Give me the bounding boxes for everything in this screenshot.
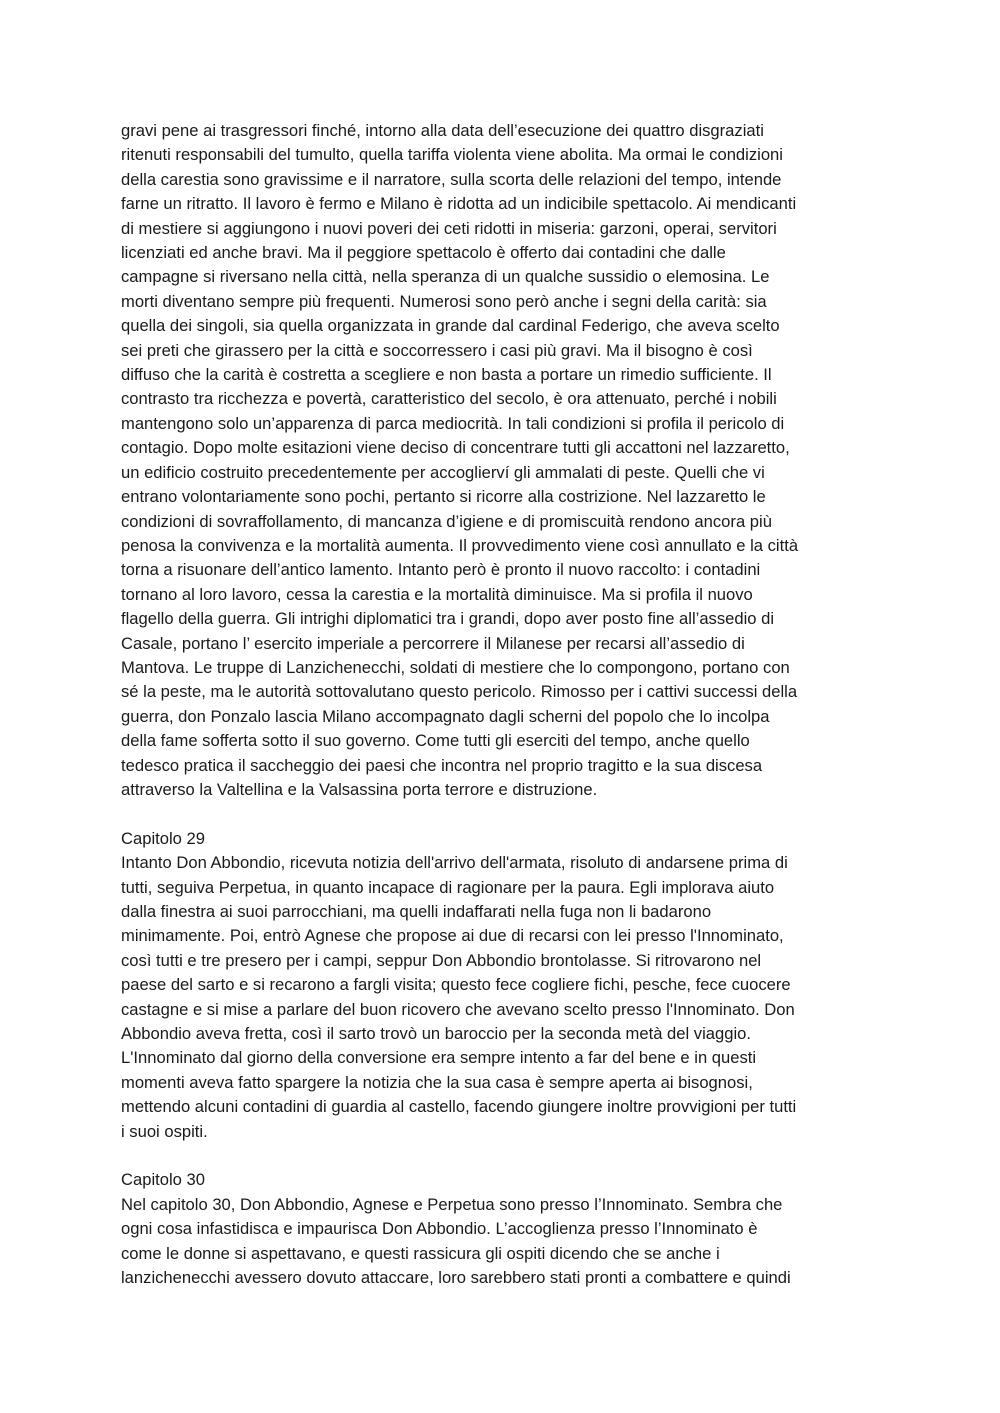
text-line: Abbondio aveva fretta, così il sarto trovò un baroccio per la seconda metà del viaggio.: [121, 1024, 752, 1044]
text-line: licenziati ed anche bravi. Ma il peggiore spettacolo è offerto dai contadini che dalle: [121, 243, 726, 263]
text-line: campagne si riversano nella città, nella speranza di un qualche sussidio o elemosina. Le: [121, 267, 770, 287]
text-line: Nel capitolo 30, Don Abbondio, Agnese e Perpetua sono presso l’Innominato. Sembra che: [121, 1194, 783, 1214]
text-line: contrasto tra ricchezza e povertà, caratteristico del secolo, è ora attenuato, perché i nobili: [121, 389, 777, 409]
text-line: dalla finestra ai suoi parrocchiani, ma quelli indaffarati nella fuga non li badarono: [121, 901, 712, 921]
text-line: tornano al loro lavoro, cessa la carestia e la mortalità diminuisce. Ma si profila il nuovo: [121, 584, 753, 604]
text-line: sei preti che girassero per la città e soccorressero i casi più gravi. Ma il bisogno è così: [121, 340, 753, 360]
blank-line: [121, 1144, 881, 1168]
text-line: contagio. Dopo molte esitazioni viene deciso di concentrare tutti gli accattoni nel lazzaretto,: [121, 438, 790, 458]
text-line: flagello della guerra. Gli intrighi diplomatici tra i grandi, dopo aver posto fine all’assedio di: [121, 609, 775, 629]
text-line: gravi pene ai trasgressori finché, intorno alla data dell’esecuzione dei quattro disgraziati: [121, 121, 764, 140]
text-line: castagne e si mise a parlare del buon ricovero che avevano scelto presso l'Innominato. Don: [121, 999, 795, 1019]
document-page: [121, 119, 881, 1290]
text-line: minimamente. Poi, entrò Agnese che propose ai due di recarsi con lei presso l'Innominato,: [121, 926, 784, 946]
text-line: quella dei singoli, sia quella organizzata in grande dal cardinal Federigo, che aveva scelto: [121, 316, 780, 336]
text-line: Mantova. Le truppe di Lanzichenecchi, soldati di mestiere che lo compongono, portano con: [121, 657, 790, 677]
blank-line: [121, 802, 881, 826]
chapter-heading: Capitolo 29: [121, 828, 205, 848]
text-line: L'Innominato dal giorno della conversione era sempre intento a far del bene e in questi: [121, 1048, 757, 1068]
text-line: morti diventano sempre più frequenti. Numerosi sono però anche i segni della carità: sia: [121, 291, 767, 311]
text-line: Intanto Don Abbondio, ricevuta notizia dell'arrivo dell'armata, risoluto di andarsene prima di: [121, 853, 788, 873]
text-line: della carestia sono gravissime e il narratore, sulla scorta delle relazioni del tempo, intende: [121, 169, 782, 189]
text-line: della fame sofferta sotto il suo governo. Come tutti gli eserciti del tempo, anche quello: [121, 731, 750, 751]
text-line: momenti aveva fatto spargere la notizia che la sua casa è sempre aperta ai bisognosi,: [121, 1072, 753, 1092]
text-line: un edificio costruito precedentemente per accoglierví gli ammalati di peste. Quelli che vi: [121, 462, 765, 482]
text-line: tutti, seguiva Perpetua, in quanto incapace di ragionare per la paura. Egli implorava aiuto: [121, 877, 775, 897]
text-line: diffuso che la carità è costretta a scegliere e non basta a portare un rimedio sufficiente. Il: [121, 365, 772, 385]
text-line: condizioni di sovraffollamento, di mancanza d’igiene e di promiscuità rendono ancora più: [121, 511, 772, 531]
text-line: i suoi ospiti.: [121, 1121, 208, 1141]
text-line: attraverso la Valtellina e la Valsassina porta terrore e distruzione.: [121, 779, 598, 799]
text-line: come le donne si aspettavano, e questi rassicura gli ospiti dicendo che se anche i: [121, 1243, 720, 1263]
text-line: torna a risuonare dell’antico lamento. Intanto però è pronto il nuovo raccolto: i contadini: [121, 560, 761, 580]
text-line: guerra, don Ponzalo lascia Milano accompagnato dagli scherni del popolo che lo incolpa: [121, 706, 770, 726]
text-line: entrano volontariamente sono pochi, pertanto si ricorre alla costrizione. Nel lazzaretto le: [121, 487, 766, 507]
text-line: mettendo alcuni contadini di guardia al castello, facendo giungere inoltre provvigioni per tutti: [121, 1097, 797, 1117]
text-line: di mestiere si aggiungono i nuovi poveri dei ceti ridotti in miseria: garzoni, operai, servitori: [121, 218, 777, 238]
text-line: farne un ritratto. Il lavoro è fermo e Milano è ridotta ad un indicibile spettacolo. Ai mendicanti: [121, 194, 797, 214]
text-line: lanzichenecchi avessero dovuto attaccare, loro sarebbero stati pronti a combattere e quindi: [121, 1268, 791, 1288]
chapter-heading: Capitolo 30: [121, 1170, 205, 1190]
text-line: mantengono solo un’apparenza di parca mediocrità. In tali condizioni si profila il pericolo di: [121, 413, 785, 433]
text-line: tedesco pratica il saccheggio dei paesi che incontra nel proprio tragitto e la sua discesa: [121, 755, 763, 775]
text-line: penosa la convivenza e la mortalità aumenta. Il provvedimento viene così annullato e la città: [121, 535, 799, 555]
text-line: Casale, portano l’ esercito imperiale a percorrere il Milanese per recarsi all’assedio di: [121, 633, 745, 653]
text-line: così tutti e tre presero per i campi, seppur Don Abbondio brontolasse. Si ritrovarono nel: [121, 950, 762, 970]
text-line: ogni cosa infastidisca e impaurisca Don Abbondio. L’accoglienza presso l’Innominato è: [121, 1219, 758, 1239]
text-line: sé la peste, ma le autorità sottovalutano questo pericolo. Rimosso per i cattivi successi della: [121, 682, 798, 702]
text-line: ritenuti responsabili del tumulto, quella tariffa violenta viene abolita. Ma ormai le condizioni: [121, 145, 783, 165]
text-line: paese del sarto e si recarono a fargli visita; questo fece cogliere fichi, pesche, fece cuocere: [121, 975, 791, 995]
